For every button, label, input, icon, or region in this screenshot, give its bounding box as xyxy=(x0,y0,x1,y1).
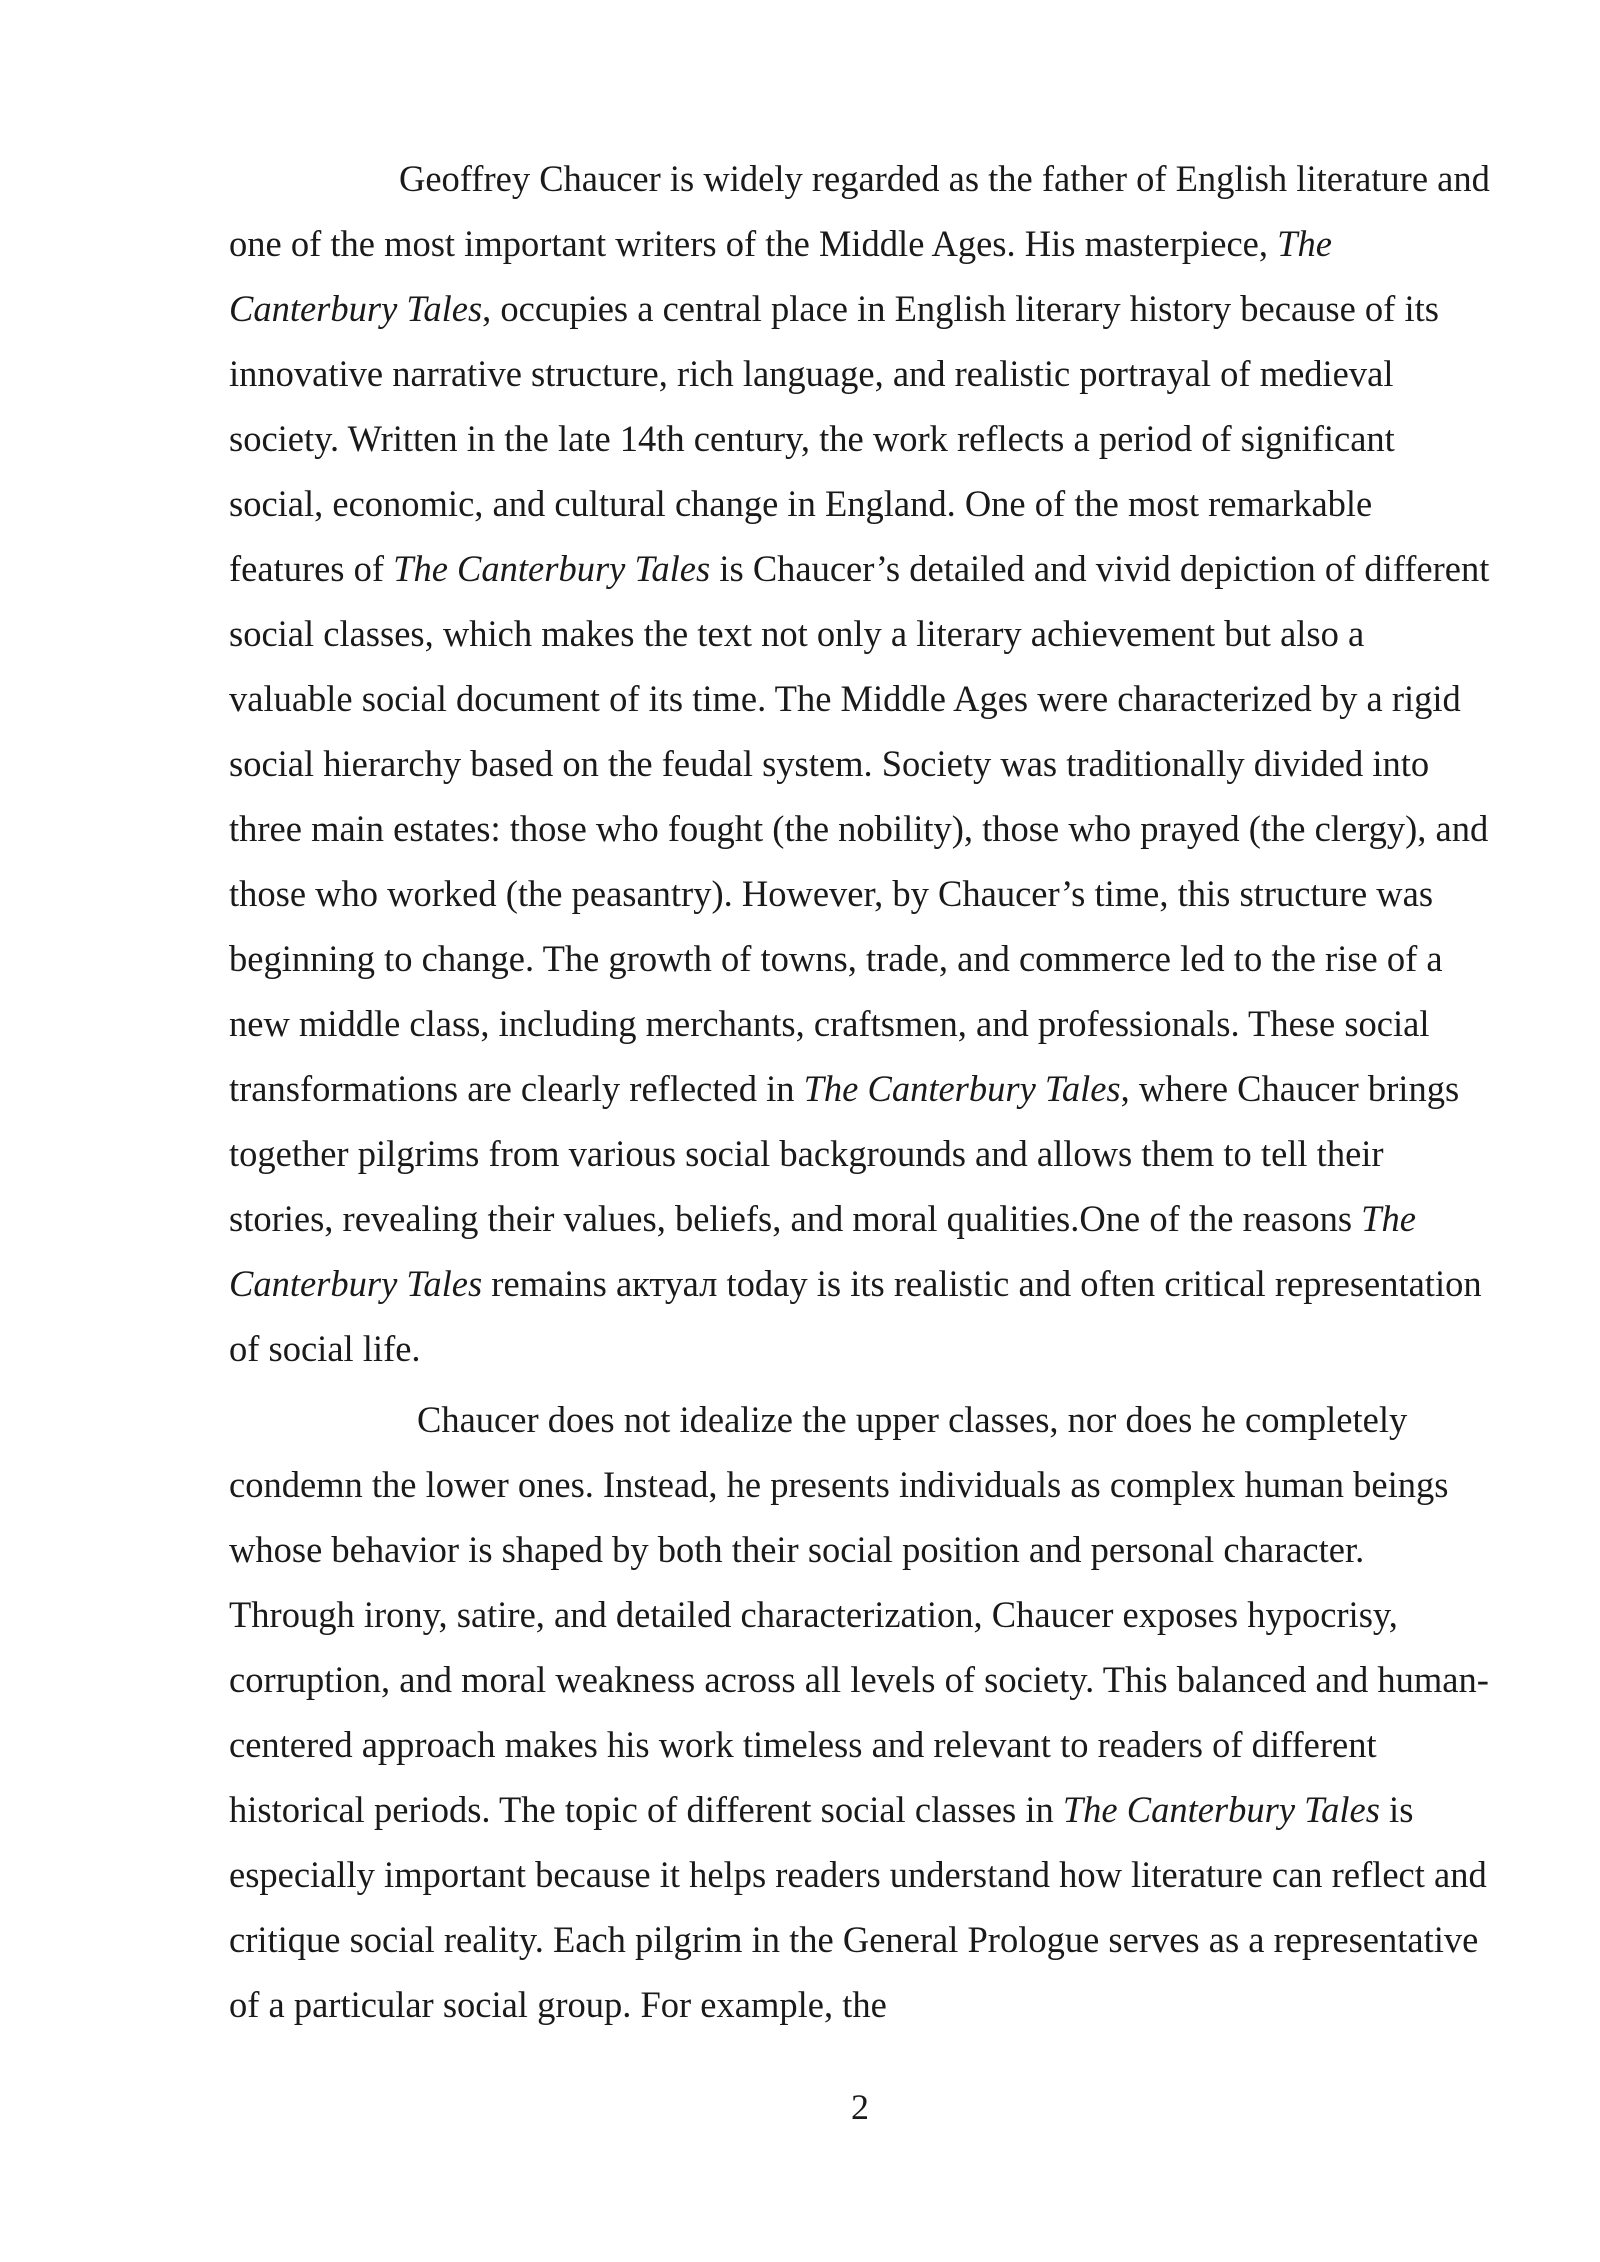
italic-title: The Canterbury Tales xyxy=(1062,1789,1380,1830)
text-segment: , occupies a central place in English literary history because of its innovative narrative structure, rich language, and realistic portrayal of medieval society. Written in the late 14th century, the work reflects a period of significant social, economic, and cultural change in England. One of the most remarkable features of xyxy=(229,288,1439,589)
italic-title: The Canterbury Tales xyxy=(803,1068,1121,1109)
text-segment: Chaucer does not idealize the upper classes, nor does he completely condemn the lower ones. Instead, he presents individuals as complex human beings whose behavior is shaped by both their social position and personal character. Through irony, satire, and detailed characterization, Chaucer exposes hypocrisy, corruption, and moral weakness across all levels of society. This balanced and human-centered approach makes his work timeless and relevant to readers of different historical periods. The topic of different social classes in xyxy=(229,1399,1489,1830)
paragraph-1 xyxy=(229,146,1491,1381)
italic-title: The Canterbury Tales xyxy=(229,223,1332,329)
italic-title: The Canterbury Tales xyxy=(229,1198,1416,1304)
body-text xyxy=(229,146,1491,2037)
text-segment: is Chaucer’s detailed and vivid depiction of different social classes, which makes the text not only a literary achievement but also a valuable social document of its time. The Middle Ages were characterized by a rigid social hierarchy based on the feudal system. Society was traditionally divided into three main estates: those who fought (the nobility), those who prayed (the clergy), and those who worked (the peasantry). However, by Chaucer’s time, this structure was beginning to change. The growth of towns, trade, and commerce led to the rise of a new middle class, including merchants, craftsmen, and professionals. These social transformations are clearly reflected in xyxy=(229,548,1490,1109)
text-segment: is especially important because it helps readers understand how literature can reflect and critique social reality. Each pilgrim in the General Prologue serves as a representative of a particular social group. For example, the xyxy=(229,1789,1487,2025)
text-segment: Geoffrey Chaucer is widely regarded as the father of English literature and one of the most important writers of the Middle Ages. His masterpiece, xyxy=(229,158,1490,264)
page-number: 2 xyxy=(851,2087,869,2127)
text-segment: , where Chaucer brings together pilgrims from various social backgrounds and allows them to tell their stories, revealing their values, beliefs, and moral qualities.One of the reasons xyxy=(229,1068,1460,1239)
paragraph-2 xyxy=(229,1387,1491,2037)
italic-title: The Canterbury Tales xyxy=(393,548,711,589)
text-segment: remains актуал today is its realistic and often critical representation of social life. xyxy=(229,1263,1482,1369)
